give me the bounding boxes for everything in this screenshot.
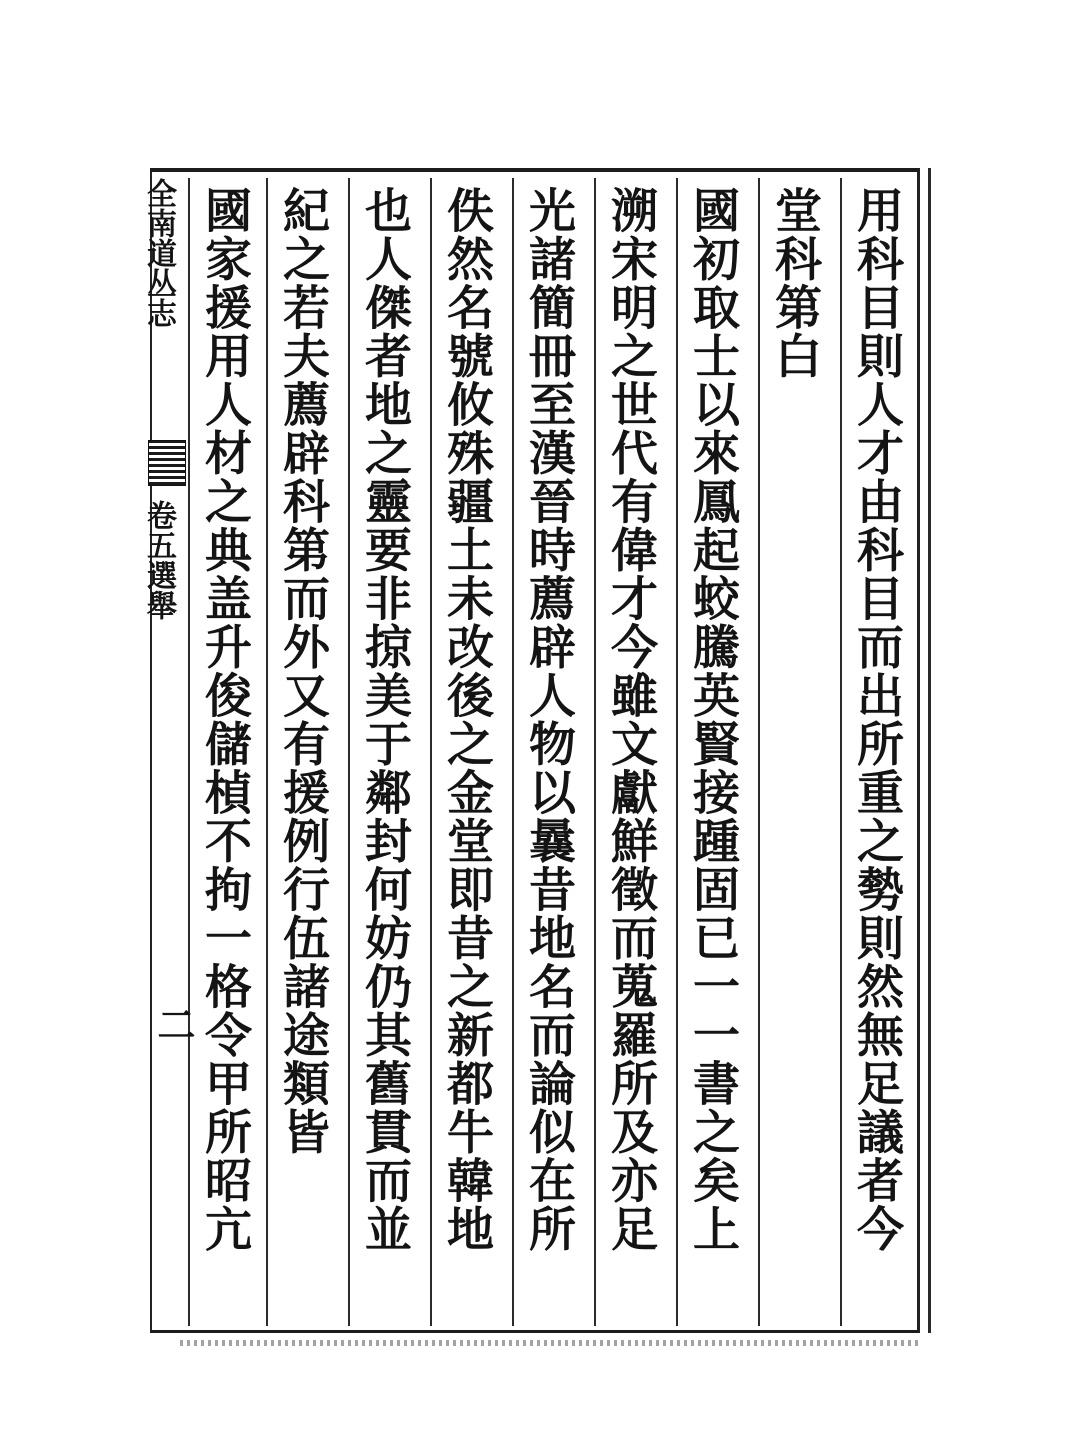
text-column-1: 用科目則人才由科目而出所重之勢則然無足議者今 [849, 186, 904, 1253]
fish-tail-mark [148, 440, 186, 486]
margin-volume: 卷五 [141, 500, 176, 560]
text-column-8: 紀之若夫薦辟科第而外又有援例行伍諸途類皆 [275, 186, 330, 1156]
column-rule [512, 178, 514, 1326]
margin-title: 全南道丛志 [141, 178, 176, 328]
column-rule [594, 178, 596, 1326]
column-rule [758, 178, 760, 1326]
text-column-3: 國初取士以來鳳起蛟騰英賢接踵固已一一書之矣上 [685, 186, 740, 1253]
bottom-edge-mark [180, 1340, 920, 1346]
column-rule [430, 178, 432, 1326]
column-rule [840, 178, 842, 1326]
margin-volume-section [142, 500, 174, 620]
column-rule [266, 178, 268, 1326]
text-column-4: 溯宋明之世代有偉才今雖文獻鮮徵而蒐羅所及亦足 [603, 186, 658, 1253]
margin-section: 選舉 [141, 560, 176, 620]
text-column-9: 國家援用人材之典盖升俊儲楨不拘一格令甲所昭亢 [197, 186, 252, 1253]
text-column-6: 佚然名號攸殊疆土未改後之金堂即昔之新都牛韓地 [439, 186, 494, 1253]
column-rule [676, 178, 678, 1326]
column-rule [348, 178, 350, 1326]
column-rule [188, 178, 190, 1326]
text-column-5: 光諸簡冊至漢晉時薦辟人物以曩昔地名而論似在所 [521, 186, 576, 1253]
page-edge [928, 168, 931, 1333]
page-number: 二 [151, 1005, 196, 1043]
text-column-7: 也人傑者地之靈要非掠美于鄰封何妨仍其舊貫而並 [357, 186, 412, 1253]
text-column-2: 堂科第白 [767, 186, 822, 380]
